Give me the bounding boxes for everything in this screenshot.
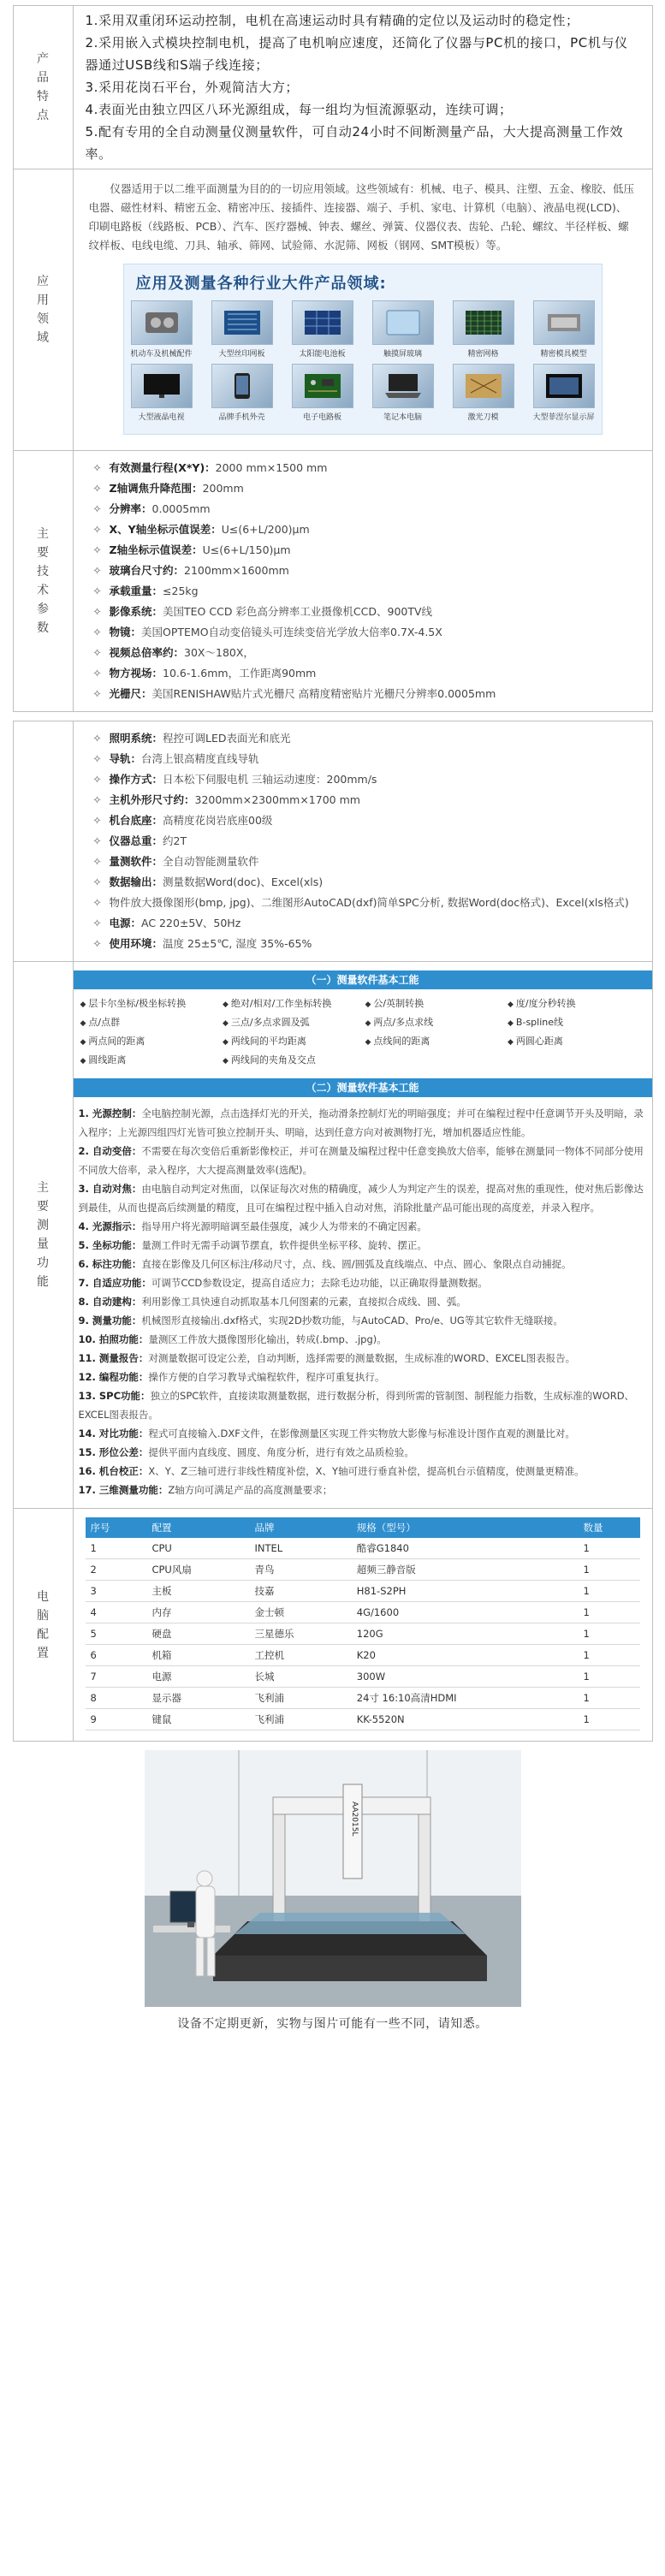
bullet-icon: ✧ [92, 585, 102, 597]
table-row [86, 1688, 640, 1709]
function-item: ◆ 公/英制转换 [365, 996, 503, 1010]
product-tile [453, 364, 514, 422]
photo-caption: 设备不定期更新，实物与图片可能有一些不同，请知悉。 [177, 2017, 488, 2031]
params-section [13, 451, 653, 712]
param-value: AC 220±5V、50Hz [141, 917, 241, 929]
software-function-desc: 全电脑控制光源，点击选择灯光的开关，拖动滑条控制灯光的明暗强度；并可在编程过程中任意调节开头及明暗，录入程序；上光源四组四灯光皆可独立控制开头、明暗，达到任意方向对被测物打光，增加机器适应性能。 [78, 1107, 644, 1138]
software-function-item [79, 1424, 647, 1443]
param-item [86, 581, 640, 602]
param-item [86, 663, 640, 684]
table-row [86, 1709, 640, 1730]
param-value: 200mm [202, 482, 244, 495]
software-function-title: 12. 编程功能： [78, 1371, 149, 1383]
software-function-desc: 可调节CCD参数设定，提高自适应力；去除毛边功能，以正确取得量测数据。 [151, 1277, 488, 1289]
software-function-item [79, 1349, 647, 1368]
table-cell: 6 [86, 1645, 147, 1666]
software-function-title: 16. 机台校正： [78, 1465, 149, 1477]
param-value: 10.6-1.6mm，工作距离90mm [163, 667, 317, 680]
param-key: 主机外形尺寸约： [109, 793, 195, 806]
table-cell: 1 [579, 1645, 640, 1666]
param-item [86, 540, 640, 561]
param-item [86, 478, 640, 499]
product-row-2 [131, 364, 595, 422]
software-functions-list [74, 1104, 652, 1505]
param-item [86, 790, 640, 810]
feature-item: 1.采用双重闭环运动控制，电机在高速运动时具有精确的定位以及运动时的稳定性； [85, 13, 579, 28]
feature-item: 4.表面光由独立四区八环光源组成，每一组均为恒流源驱动，连续可调； [85, 102, 513, 117]
function-item [365, 1053, 503, 1066]
product-image [131, 364, 193, 408]
bullet-icon: ✧ [92, 855, 102, 868]
param-value: 高精度花岗岩底座00级 [163, 814, 273, 827]
software-function-title: 11. 测量报告： [78, 1352, 149, 1364]
table-cell: 电源 [146, 1666, 249, 1688]
software-function-item [79, 1292, 647, 1311]
param-key: 机台底座： [109, 814, 163, 827]
product-image [292, 364, 353, 408]
product-image [292, 300, 353, 345]
table-cell: KK-5520N [352, 1709, 579, 1730]
software-function-title: 6. 标注功能： [78, 1258, 142, 1270]
software-function-item [79, 1311, 647, 1330]
table-cell: 主板 [146, 1581, 249, 1602]
pc-header-cell: 数量 [579, 1517, 640, 1538]
features-label: 产品特点 [37, 52, 49, 122]
product-caption: 大型液晶电视 [138, 413, 185, 422]
table-cell: 5 [86, 1623, 147, 1645]
param-item [86, 622, 640, 643]
table-row [86, 1581, 640, 1602]
bullet-icon: ✧ [92, 482, 102, 495]
param-key: 仪器总重： [109, 834, 163, 847]
bullet-icon: ✧ [92, 834, 102, 847]
bullet-icon: ✧ [92, 502, 102, 515]
function-item [508, 1053, 645, 1066]
pc-header-cell: 配置 [146, 1517, 249, 1538]
software-function-title: 4. 光源指示： [78, 1220, 142, 1232]
bullet-icon: ✧ [92, 732, 102, 745]
product-tile [292, 364, 353, 422]
bullet-icon: ✧ [92, 773, 102, 786]
software-function-desc: 独立的SPC软件，直接读取测量数据，进行数据分析，得到所需的管制图、制程能力指数，生成标准的WORD、EXCEL图表报告。 [78, 1390, 635, 1421]
table-cell: 键鼠 [146, 1709, 249, 1730]
param-item [86, 684, 640, 704]
functions-header-2: （二）测量软件基本工能 [74, 1078, 652, 1097]
param-value: 3200mm×2300mm×1700 mm [194, 793, 360, 806]
software-function-item [79, 1273, 647, 1292]
param-key: 光栅尺： [109, 687, 152, 700]
application-section [13, 169, 653, 451]
software-function-desc: X、Y、Z三轴可进行非线性精度补偿，X、Y轴可进行垂直补偿，提高机台示值精度，使测量更精准。 [148, 1465, 585, 1477]
software-function-title: 2. 自动变倍： [78, 1145, 142, 1157]
table-cell: 飞利浦 [250, 1688, 352, 1709]
param-value: 台湾上银高精度直线导轨 [141, 752, 259, 765]
table-cell: 青鸟 [250, 1559, 352, 1581]
param-item [86, 769, 640, 790]
software-function-desc: 指导用户将光源明暗调至最佳强度，减少人为带来的不确定因素。 [141, 1220, 427, 1232]
bullet-icon: ✧ [92, 793, 102, 806]
software-function-title: 7. 自适应功能： [78, 1277, 151, 1289]
product-caption: 激光刀模 [467, 413, 499, 422]
param-key: 物镜： [109, 626, 142, 638]
product-tile [131, 300, 193, 359]
functions-section [13, 962, 653, 1509]
param-key: Z轴调焦升降范围： [109, 482, 203, 495]
product-image [372, 300, 434, 345]
product-caption: 大型菲涅尔显示屏 [532, 413, 595, 422]
software-function-desc: 量测工件时无需手动调节摆直，软件提供坐标平移、旋转、摆正。 [141, 1239, 427, 1251]
pc-header-cell: 品牌 [250, 1517, 352, 1538]
param-key: 分辨率： [109, 502, 152, 515]
param-value: 2000 mm×1500 mm [215, 461, 328, 474]
param-item [86, 913, 640, 934]
functions-label: 主要测量功能 [37, 1181, 49, 1289]
product-caption: 笔记本电脑 [383, 413, 422, 422]
software-function-item [79, 1179, 647, 1217]
table-cell: 三星德乐 [250, 1623, 352, 1645]
function-item: ◆ 点线间的距离 [365, 1034, 503, 1048]
params2-list [86, 727, 640, 956]
software-function-item [79, 1443, 647, 1462]
software-function-title: 15. 形位公差： [78, 1446, 149, 1458]
table-cell: K20 [352, 1645, 579, 1666]
product-tile [211, 364, 273, 422]
param-item [86, 831, 640, 852]
param-key: 影像系统： [109, 605, 163, 618]
table-cell: 1 [86, 1538, 147, 1559]
table-cell: 机箱 [146, 1645, 249, 1666]
machine-model-label: AA2015L [349, 1801, 359, 1837]
product-tile [211, 300, 273, 359]
function-item: ◆ 两圆心距离 [508, 1034, 645, 1048]
bullet-icon: ✧ [92, 687, 102, 700]
param-item [86, 934, 640, 954]
software-function-item [79, 1386, 647, 1424]
product-caption: 触摸屏玻璃 [383, 350, 422, 359]
param-item [86, 872, 640, 893]
param-value: 约2T [163, 834, 187, 847]
table-row [86, 1623, 640, 1645]
table-cell: 3 [86, 1581, 147, 1602]
software-function-item [79, 1481, 647, 1499]
param-value: 30X～180X， [184, 646, 254, 659]
product-image [533, 300, 595, 345]
param-item [86, 519, 640, 540]
software-function-title: 3. 自动对焦： [78, 1183, 142, 1195]
software-function-title: 9. 测量功能： [78, 1315, 142, 1327]
param-value: U≤(6+L/150)μm [202, 543, 291, 556]
bullet-icon: ✧ [92, 937, 102, 950]
software-function-item [79, 1236, 647, 1255]
bullet-icon: ✧ [92, 814, 102, 827]
software-function-desc: 提供平面内直线度、圆度、角度分析，进行有效之品质检验。 [148, 1446, 414, 1458]
param-key: 使用环境： [109, 937, 163, 950]
bullet-icon: ✧ [92, 646, 102, 659]
param-item [86, 810, 640, 831]
params-label: 主要技术参数 [37, 527, 49, 635]
software-function-desc: 对测量数据可设定公差，自动判断，选择需要的测量数据，生成标准的WORD、EXCEL图表报告。 [148, 1352, 576, 1364]
software-function-title: 1. 光源控制： [78, 1107, 142, 1119]
param-key: 视频总倍率约： [109, 646, 185, 659]
table-cell: 1 [579, 1623, 640, 1645]
application-banner [123, 264, 603, 435]
application-intro: 仪器适用于以二维平面测量为目的的一切应用领域。这些领域有：机械、电子、模具、注塑、五金、橡胶、低压电器、磁性材料、精密五金、精密冲压、接插件、连接器、端子、手机、家电、计算机（电脑）、液晶电视(LCD)、印刷电路板（线路板、PCB）、汽车、医疗器械、钟表、螺丝、弹簧、仪器仪表、齿轮、凸轮、螺纹、半径样板、螺纹样板、电线电缆、刀具、轴承、筛网、试验筛、水泥筛、网板（钢网、SMT模板）等。 [88, 182, 635, 252]
table-cell: 4 [86, 1602, 147, 1623]
table-cell: 1 [579, 1688, 640, 1709]
bullet-icon: ✧ [92, 875, 102, 888]
table-row [86, 1666, 640, 1688]
product-caption: 大型丝印网板 [218, 350, 265, 359]
software-function-desc: 机械图形直接输出.dxf格式，实现2D抄数功能，与AutoCAD、Pro/e、UG等其它软件无缝联接。 [141, 1315, 563, 1327]
software-function-desc: 不需要在每次变倍后重新影像校正，并可在测量及编程过程中任意变换放大倍率，能够在测量同一物体不同部分使用不同放大倍率，录入程序，大大提高测量效率(选配)。 [78, 1145, 644, 1176]
pc-table-body [86, 1538, 640, 1730]
table-cell: 长城 [250, 1666, 352, 1688]
banner-title: 应用及测量各种行业大件产品领域: [135, 275, 387, 293]
param-item [86, 893, 640, 913]
product-tile [453, 300, 514, 359]
product-image [211, 300, 273, 345]
param-value: 温度 25±5℃, 湿度 35%-65% [163, 937, 312, 950]
bullet-icon: ✧ [92, 564, 102, 577]
param-item [86, 749, 640, 769]
bullet-icon: ✧ [92, 461, 102, 474]
pc-label: 电脑配置 [37, 1589, 49, 1660]
table-cell: H81-S2PH [352, 1581, 579, 1602]
function-item: ◆ 度/度分秒转换 [508, 996, 645, 1010]
param-item [86, 602, 640, 622]
table-cell: 120G [352, 1623, 579, 1645]
software-function-title: 8. 自动建构： [78, 1296, 142, 1308]
product-image [372, 364, 434, 408]
product-image [131, 300, 193, 345]
table-cell: 4G/1600 [352, 1602, 579, 1623]
table-cell: 超频三静音版 [352, 1559, 579, 1581]
table-cell: 1 [579, 1709, 640, 1730]
software-function-item [79, 1104, 647, 1142]
software-function-item [79, 1368, 647, 1386]
software-function-desc: 量测区工件放大摄像图形化输出，转成(.bmp、.jpg)。 [148, 1333, 387, 1345]
function-item: ◆ B-spline线 [508, 1015, 645, 1029]
param-item [86, 643, 640, 663]
bullet-icon: ✧ [92, 543, 102, 556]
table-cell: 1 [579, 1581, 640, 1602]
function-item: ◆ 两点间的距离 [80, 1034, 218, 1048]
software-function-item [79, 1330, 647, 1349]
param-value: 美国OPTEMO自动变倍镜头可连续变倍光学放大倍率0.7X-4.5X [141, 626, 442, 638]
param-value: 0.0005mm [151, 502, 211, 515]
product-tile [533, 300, 595, 359]
functions-grid [74, 996, 652, 1073]
table-cell: INTEL [250, 1538, 352, 1559]
pc-config-table [86, 1517, 640, 1730]
software-function-desc: Z轴方向可满足产品的高度测量要求； [168, 1484, 333, 1496]
software-function-desc: 程式可直接输入.DXF文件，在影像测量区实现工件实物放大影像与标准设计图作直观的测量比对。 [148, 1427, 575, 1439]
table-cell: 飞利浦 [250, 1709, 352, 1730]
function-item: ◆ 点/点群 [80, 1015, 218, 1029]
param-item [86, 458, 640, 478]
table-cell: CPU风扇 [146, 1559, 249, 1581]
product-caption: 精密模具模型 [540, 350, 587, 359]
param-key: 照明系统： [109, 732, 163, 745]
param-item [86, 499, 640, 519]
software-function-item [79, 1462, 647, 1481]
table-cell: 8 [86, 1688, 147, 1709]
machine-photo [145, 1750, 521, 2007]
table-cell: 300W [352, 1666, 579, 1688]
param-key: Z轴坐标示值误差： [109, 543, 203, 556]
bullet-icon: ✧ [92, 667, 102, 680]
params-list [86, 456, 640, 706]
bullet-icon: ✧ [92, 626, 102, 638]
function-item: ◆ 绝对/相对/工作坐标转换 [223, 996, 360, 1010]
function-item: ◆ 两线间的夹角及交点 [223, 1053, 360, 1066]
product-caption: 电子电路板 [302, 413, 341, 422]
product-image [211, 364, 273, 408]
product-image [453, 300, 514, 345]
feature-item: 5.配有专用的全自动测量仪测量软件，可自动24小时不间断测量产品，大大提高测量工作效率。 [85, 124, 624, 162]
param-item [86, 728, 640, 749]
product-tile [131, 364, 193, 422]
param-value: 日本松下伺服电机 三轴运动速度：200mm/s [163, 773, 377, 786]
product-image [453, 364, 514, 408]
table-row [86, 1645, 640, 1666]
table-cell: 技嘉 [250, 1581, 352, 1602]
param-value: 全自动智能测量软件 [163, 855, 259, 868]
software-function-item [79, 1142, 647, 1179]
param-key: 物方视场： [109, 667, 163, 680]
product-caption: 精密网格 [467, 350, 499, 359]
software-function-item [79, 1255, 647, 1273]
bullet-icon: ✧ [92, 752, 102, 765]
features-list [74, 6, 652, 169]
software-function-desc: 直接在影像及几何区标注/移动尺寸，点、线、圆/圆弧及直线端点、中点、圆心、象限点自动捕捉。 [141, 1258, 572, 1270]
product-tile [372, 300, 434, 359]
software-function-title: 5. 坐标功能： [78, 1239, 142, 1251]
product-caption: 品牌手机外壳 [218, 413, 265, 422]
product-caption: 机动车及机械配件 [130, 350, 193, 359]
table-cell: 9 [86, 1709, 147, 1730]
param-key: 电源： [109, 917, 142, 929]
product-tile [372, 364, 434, 422]
bullet-icon: ✧ [92, 917, 102, 929]
feature-item: 3.采用花岗石平台，外观简洁大方； [85, 80, 300, 95]
table-cell: 2 [86, 1559, 147, 1581]
params2-section [13, 721, 653, 962]
param-key: 玻璃台尺寸约： [109, 564, 185, 577]
product-caption: 太阳能电池板 [299, 350, 346, 359]
function-item: ◆ 三点/多点求圆及弧 [223, 1015, 360, 1029]
pc-section [13, 1509, 653, 1742]
table-row [86, 1538, 640, 1559]
table-cell: 金士顿 [250, 1602, 352, 1623]
function-item: ◆ 两点/多点求线 [365, 1015, 503, 1029]
table-cell: 1 [579, 1666, 640, 1688]
table-cell: 1 [579, 1559, 640, 1581]
table-cell: CPU [146, 1538, 249, 1559]
software-function-desc: 操作方便的自学习教导式编程软件，程序可重复执行。 [148, 1371, 385, 1383]
param-value: U≤(6+L/200)μm [221, 523, 310, 536]
param-key: X、Y轴坐标示值误差： [109, 523, 222, 536]
application-label: 应用领域 [37, 275, 49, 345]
param-value: 物件放大摄像图形(bmp, jpg)、二维图形AutoCAD(dxf)简单SPC分析, 数据Word(doc格式)、Excel(xls格式) [109, 896, 629, 909]
pc-header-cell: 序号 [86, 1517, 147, 1538]
param-value: 美国TEO CCD 彩色高分辨率工业摄像机CCD、900TV线 [163, 605, 433, 618]
software-function-title: 10. 拍照功能： [78, 1333, 149, 1345]
param-value: 程控可调LED表面光和底光 [163, 732, 291, 745]
product-tile [533, 364, 595, 422]
param-key: 承载重量： [109, 585, 163, 597]
function-item: ◆ 圆线距离 [80, 1053, 218, 1066]
param-value: 美国RENISHAW贴片式光栅尺 高精度精密贴片光栅尺分辨率0.0005mm [151, 687, 496, 700]
table-cell: 工控机 [250, 1645, 352, 1666]
table-row [86, 1602, 640, 1623]
table-cell: 1 [579, 1538, 640, 1559]
table-cell: 显示器 [146, 1688, 249, 1709]
param-key: 操作方式： [109, 773, 163, 786]
bullet-icon: ✧ [92, 523, 102, 536]
param-key: 有效测量行程(X*Y)： [109, 461, 216, 474]
param-value: 2100mm×1600mm [184, 564, 289, 577]
software-function-title: 13. SPC功能： [78, 1390, 151, 1402]
table-cell: 24寸 16:10高清HDMI [352, 1688, 579, 1709]
param-key: 导轨： [109, 752, 142, 765]
software-function-desc: 由电脑自动判定对焦面，以保证每次对焦的精确度，减少人为判定产生的误差，提高对焦的重现性，使对焦后影像达到最佳，从而也提高后续测量的精度，且可在编程过程中插入自动对焦，消除批量产品可能出现的高度差，并录入程序。 [78, 1183, 644, 1214]
pc-table-header [86, 1517, 640, 1538]
param-value: ≤25kg [163, 585, 199, 597]
table-cell: 硬盘 [146, 1623, 249, 1645]
software-function-item [79, 1217, 647, 1236]
function-item: ◆ 两线间的平均距离 [223, 1034, 360, 1048]
table-cell: 7 [86, 1666, 147, 1688]
product-image [533, 364, 595, 408]
software-function-title: 14. 对比功能： [78, 1427, 149, 1439]
param-item [86, 561, 640, 581]
features-section [13, 5, 653, 169]
product-tile [292, 300, 353, 359]
feature-item: 2.采用嵌入式模块控制电机，提高了电机响应速度，还简化了仪器与PC机的接口，PC机与仪器通过USB线和S端子线连接； [85, 35, 628, 73]
software-function-desc: 利用影像工具快速自动抓取基本几何图素的元素，直接拟合成线、圆、弧。 [141, 1296, 466, 1308]
functions-header-1: （一）测量软件基本工能 [74, 970, 652, 989]
param-value: 测量数据Word(doc)、Excel(xls) [163, 875, 324, 888]
table-cell: 内存 [146, 1602, 249, 1623]
pc-header-cell: 规格（型号） [352, 1517, 579, 1538]
param-key: 数据输出： [109, 875, 163, 888]
bullet-icon: ✧ [92, 896, 102, 909]
param-key: 量测软件： [109, 855, 163, 868]
machine-photo-section [13, 1750, 653, 2041]
function-item: ◆ 层卡尔坐标/极坐标转换 [80, 996, 218, 1010]
machine-photo-illustration [145, 1750, 521, 2007]
bullet-icon: ✧ [92, 605, 102, 618]
param-item [86, 852, 640, 872]
table-cell: 1 [579, 1602, 640, 1623]
product-row-1 [131, 300, 595, 359]
table-row [86, 1559, 640, 1581]
software-function-title: 17. 三维测量功能： [78, 1484, 169, 1496]
table-cell: 酷睿G1840 [352, 1538, 579, 1559]
